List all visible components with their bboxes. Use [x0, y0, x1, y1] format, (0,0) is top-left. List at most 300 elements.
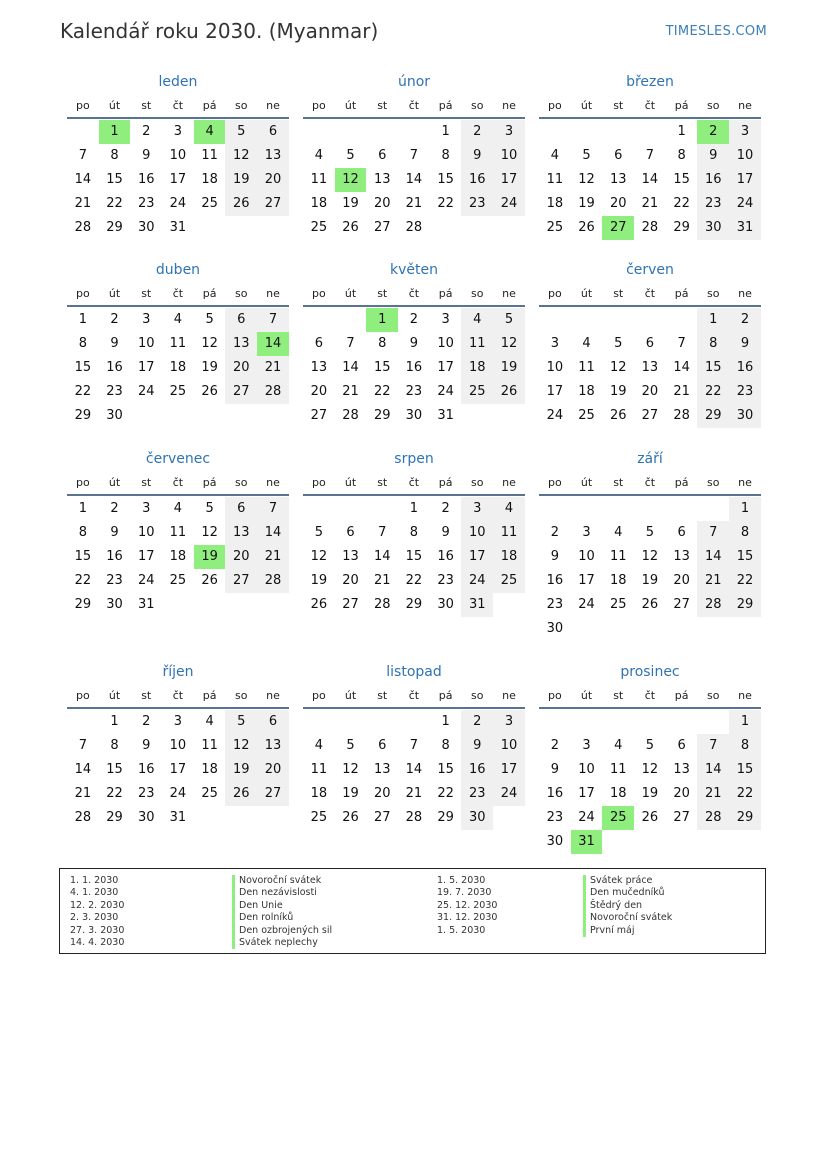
day-cell: 30	[697, 216, 729, 240]
day-cell: 18	[578, 384, 595, 399]
day-cell: 1	[110, 714, 119, 729]
day-cell: 19	[641, 786, 659, 801]
day-cell: 4	[173, 312, 183, 327]
legend-dates-left	[70, 875, 124, 949]
weekday-label: pá	[202, 287, 217, 300]
weekday-header	[539, 94, 761, 119]
day-cell: 8	[441, 738, 450, 753]
day-cell: 7	[346, 336, 355, 351]
day-cell: 26	[201, 384, 218, 399]
day-cell: 5	[493, 308, 525, 332]
weekday-label: čt	[644, 287, 656, 300]
brand-logo-text[interactable]: TIMESLES.COM	[665, 24, 767, 39]
weekday-header	[539, 471, 761, 496]
day-cell: 12	[641, 549, 659, 564]
day-cell: 17	[169, 762, 187, 777]
legend-date: 1. 5. 2030	[437, 924, 486, 936]
day-cell: 22	[437, 786, 454, 801]
weekday-label: pá	[438, 287, 453, 300]
day-cell: 13	[257, 734, 289, 758]
day-cell: 29	[106, 220, 123, 235]
weekday-label: pá	[202, 99, 217, 112]
day-cell: 11	[169, 525, 187, 540]
day-cell: 15	[697, 356, 729, 380]
weekday-label: út	[580, 99, 593, 112]
day-cell: 2	[550, 738, 559, 753]
weekday-label: čt	[172, 99, 184, 112]
legend-date: 2. 3. 2030	[70, 912, 119, 924]
day-grid	[67, 497, 289, 617]
day-cell: 5	[314, 525, 323, 540]
day-cell: 26	[342, 220, 359, 235]
legend-date: 14. 4. 2030	[70, 936, 125, 948]
legend-holiday-name: První máj	[583, 925, 672, 937]
empty-cell	[634, 120, 666, 144]
weekday-label: so	[471, 476, 484, 489]
legend-holiday-name: Den ozbrojených sil	[232, 925, 332, 937]
weekday-label: ne	[738, 287, 752, 300]
day-cell: 21	[74, 196, 92, 211]
day-cell: 13	[609, 172, 627, 187]
day-cell: 25	[310, 220, 328, 235]
day-cell: 19	[609, 384, 627, 399]
day-cell: 2	[110, 501, 119, 516]
day-cell: 13	[373, 762, 391, 777]
day-cell: 8	[378, 336, 387, 351]
day-cell: 10	[137, 525, 155, 540]
month-name: září	[637, 451, 663, 467]
day-cell: 9	[142, 148, 151, 163]
day-cell: 9	[441, 525, 450, 540]
weekday-label: út	[344, 689, 357, 702]
weekday-label: so	[471, 99, 484, 112]
weekday-label: pá	[438, 99, 453, 112]
day-cell: 24	[729, 192, 761, 216]
day-cell: 22	[106, 196, 123, 211]
day-cell: 7	[78, 738, 87, 753]
weekday-header	[67, 471, 289, 496]
day-cell: 14	[641, 172, 659, 187]
day-cell: 25	[546, 220, 564, 235]
month-name: květen	[390, 262, 438, 278]
day-cell: 31	[729, 216, 761, 240]
day-cell: 1	[441, 124, 450, 139]
legend-holiday-name: Novoroční svátek	[232, 875, 332, 887]
day-cell: 31	[169, 220, 187, 235]
day-cell: 1	[729, 710, 761, 734]
empty-cell	[366, 710, 398, 734]
day-cell: 8	[409, 525, 419, 540]
day-cell: 14	[373, 549, 391, 564]
day-cell: 24	[137, 384, 155, 399]
weekday-label: st	[377, 287, 388, 300]
empty-cell	[602, 497, 634, 521]
day-cell: 13	[673, 549, 690, 564]
day-cell: 30	[106, 408, 123, 423]
day-cell: 15	[106, 762, 123, 777]
day-cell: 18	[609, 573, 627, 588]
month-listopad	[303, 660, 525, 830]
day-cell: 19	[493, 356, 525, 380]
day-cell: 15	[729, 545, 761, 569]
weekday-header	[303, 684, 525, 709]
day-cell: 24	[169, 196, 187, 211]
day-cell: 15	[437, 172, 454, 187]
weekday-label: út	[108, 689, 121, 702]
day-cell: 8	[729, 521, 761, 545]
weekday-label: po	[311, 476, 326, 489]
month-name: červenec	[145, 451, 211, 467]
day-cell: 12	[342, 762, 359, 777]
weekday-label: pá	[674, 476, 689, 489]
day-cell: 12	[641, 762, 659, 777]
weekday-label: ne	[738, 99, 752, 112]
holiday-day-cell: 14	[257, 332, 289, 356]
empty-cell	[571, 120, 603, 144]
legend-holiday-name: Den Unie	[232, 900, 332, 912]
day-cell: 11	[461, 332, 493, 356]
day-cell: 25	[609, 597, 627, 612]
day-cell: 20	[310, 384, 328, 399]
day-cell: 23	[461, 192, 493, 216]
day-cell: 18	[169, 360, 187, 375]
day-cell: 20	[225, 356, 257, 380]
day-cell: 19	[578, 196, 595, 211]
day-cell: 21	[74, 786, 92, 801]
day-cell: 19	[342, 786, 359, 801]
day-cell: 4	[173, 501, 183, 516]
weekday-label: čt	[644, 476, 656, 489]
day-cell: 12	[493, 332, 525, 356]
month-leden	[67, 70, 289, 240]
day-cell: 30	[461, 806, 493, 830]
day-cell: 22	[729, 569, 761, 593]
month-name: srpen	[394, 451, 434, 467]
day-cell: 25	[169, 573, 187, 588]
day-cell: 27	[373, 220, 391, 235]
day-cell: 24	[578, 597, 595, 612]
day-cell: 20	[257, 168, 289, 192]
weekday-label: út	[344, 99, 357, 112]
day-cell: 21	[697, 569, 729, 593]
weekday-label: ne	[266, 476, 280, 489]
day-cell: 1	[78, 312, 87, 327]
weekday-label: pá	[674, 99, 689, 112]
day-cell: 22	[405, 573, 423, 588]
weekday-label: út	[580, 287, 593, 300]
day-cell: 23	[546, 810, 564, 825]
weekday-label: po	[75, 689, 90, 702]
day-cell: 15	[373, 360, 391, 375]
day-cell: 19	[225, 168, 257, 192]
weekday-label: so	[707, 287, 720, 300]
day-cell: 10	[169, 148, 187, 163]
day-cell: 26	[641, 810, 659, 825]
day-cell: 17	[137, 360, 155, 375]
day-cell: 27	[225, 569, 257, 593]
day-cell: 24	[169, 786, 187, 801]
weekday-label: čt	[408, 287, 420, 300]
weekday-label: ne	[502, 689, 516, 702]
weekday-label: so	[235, 287, 248, 300]
day-cell: 29	[405, 597, 423, 612]
weekday-label: ne	[266, 99, 280, 112]
day-cell: 20	[673, 786, 690, 801]
month-prosinec	[539, 660, 761, 854]
day-cell: 27	[673, 810, 690, 825]
day-cell: 9	[142, 738, 151, 753]
legend-date: 25. 12. 2030	[437, 899, 498, 911]
day-cell: 11	[169, 336, 187, 351]
day-cell: 22	[106, 786, 123, 801]
day-cell: 7	[409, 738, 419, 753]
day-cell: 25	[493, 569, 525, 593]
day-cell: 22	[437, 196, 454, 211]
day-cell: 23	[137, 196, 155, 211]
weekday-label: po	[547, 476, 562, 489]
weekday-label: pá	[438, 476, 453, 489]
day-cell: 8	[110, 148, 119, 163]
day-cell: 21	[673, 384, 690, 399]
day-cell: 13	[342, 549, 359, 564]
day-cell: 6	[346, 525, 355, 540]
month-červen	[539, 258, 761, 428]
day-cell: 14	[405, 172, 423, 187]
day-cell: 6	[257, 710, 289, 734]
legend-holiday-name: Svátek práce	[583, 875, 672, 887]
day-cell: 11	[609, 549, 627, 564]
month-září	[539, 447, 761, 641]
day-cell: 1	[409, 501, 419, 516]
day-cell: 19	[225, 758, 257, 782]
holiday-day-cell: 12	[335, 168, 367, 192]
weekday-label: po	[547, 99, 562, 112]
weekday-label: st	[613, 476, 624, 489]
day-cell: 3	[550, 336, 559, 351]
day-cell: 1	[677, 124, 686, 139]
day-cell: 18	[310, 196, 328, 211]
day-cell: 6	[677, 525, 686, 540]
day-cell: 31	[437, 408, 454, 423]
empty-cell	[539, 120, 571, 144]
day-cell: 4	[205, 714, 214, 729]
day-cell: 6	[378, 148, 387, 163]
empty-cell	[666, 497, 698, 521]
weekday-label: pá	[202, 476, 217, 489]
day-cell: 10	[578, 762, 595, 777]
month-name: prosinec	[620, 664, 680, 680]
day-cell: 13	[673, 762, 690, 777]
day-cell: 30	[106, 597, 123, 612]
day-cell: 3	[729, 120, 761, 144]
empty-cell	[602, 710, 634, 734]
day-cell: 5	[645, 738, 655, 753]
day-cell: 13	[641, 360, 659, 375]
weekday-label: čt	[644, 689, 656, 702]
day-cell: 23	[137, 786, 155, 801]
day-cell: 29	[74, 408, 92, 423]
day-cell: 2	[461, 710, 493, 734]
day-cell: 3	[173, 714, 183, 729]
day-cell: 2	[461, 120, 493, 144]
day-cell: 8	[729, 734, 761, 758]
day-cell: 6	[645, 336, 655, 351]
day-cell: 5	[582, 148, 591, 163]
weekday-label: po	[75, 476, 90, 489]
weekday-label: so	[707, 476, 720, 489]
day-cell: 17	[493, 168, 525, 192]
day-cell: 24	[437, 384, 454, 399]
day-cell: 15	[729, 758, 761, 782]
empty-cell	[666, 308, 698, 332]
day-cell: 10	[169, 738, 187, 753]
day-cell: 26	[641, 597, 659, 612]
day-cell: 5	[645, 525, 655, 540]
weekday-label: st	[613, 99, 624, 112]
day-cell: 18	[546, 196, 564, 211]
day-cell: 28	[257, 569, 289, 593]
holiday-day-cell: 19	[194, 545, 226, 569]
day-cell: 5	[346, 148, 355, 163]
day-cell: 15	[437, 762, 454, 777]
day-cell: 4	[614, 738, 623, 753]
day-cell: 11	[578, 360, 595, 375]
day-cell: 5	[225, 120, 257, 144]
day-cell: 23	[106, 384, 123, 399]
day-cell: 14	[405, 762, 423, 777]
day-cell: 28	[697, 806, 729, 830]
day-cell: 16	[437, 549, 454, 564]
weekday-label: so	[235, 689, 248, 702]
day-cell: 17	[137, 549, 155, 564]
legend-date: 1. 1. 2030	[70, 875, 119, 886]
legend-holiday-name: Svátek neplechy	[232, 937, 332, 949]
day-cell: 20	[225, 545, 257, 569]
month-únor	[303, 70, 525, 240]
day-cell: 7	[409, 148, 419, 163]
day-cell: 1	[78, 501, 87, 516]
day-cell: 14	[342, 360, 359, 375]
empty-cell	[634, 710, 666, 734]
weekday-label: ne	[502, 287, 516, 300]
empty-cell	[697, 710, 729, 734]
day-cell: 17	[546, 384, 564, 399]
day-cell: 4	[550, 148, 559, 163]
day-grid	[67, 710, 289, 830]
empty-cell	[335, 497, 367, 521]
day-cell: 2	[110, 312, 119, 327]
day-cell: 31	[169, 810, 187, 825]
day-cell: 7	[78, 148, 87, 163]
day-cell: 6	[677, 738, 686, 753]
day-cell: 9	[550, 549, 559, 564]
weekday-label: út	[580, 689, 593, 702]
day-cell: 17	[437, 360, 454, 375]
day-cell: 14	[74, 172, 92, 187]
weekday-label: st	[141, 287, 152, 300]
legend-names-right	[583, 875, 672, 937]
day-cell: 18	[169, 549, 187, 564]
day-cell: 16	[697, 168, 729, 192]
day-cell: 28	[405, 220, 423, 235]
day-cell: 10	[578, 549, 595, 564]
month-name: duben	[155, 262, 201, 278]
day-cell: 4	[461, 308, 493, 332]
day-cell: 29	[697, 404, 729, 428]
day-cell: 12	[310, 549, 328, 564]
day-cell: 28	[74, 220, 92, 235]
empty-cell	[303, 497, 335, 521]
day-cell: 18	[461, 356, 493, 380]
day-cell: 31	[137, 597, 155, 612]
legend-date: 12. 2. 2030	[70, 899, 125, 911]
weekday-label: pá	[674, 689, 689, 702]
weekday-header	[303, 94, 525, 119]
empty-cell	[366, 120, 398, 144]
legend-holiday-name: Den rolníků	[232, 912, 332, 924]
weekday-label: po	[311, 99, 326, 112]
holiday-day-cell: 1	[99, 120, 131, 144]
day-cell: 30	[546, 621, 564, 636]
day-cell: 25	[201, 786, 218, 801]
day-cell: 3	[493, 120, 525, 144]
day-cell: 16	[546, 786, 564, 801]
day-cell: 2	[729, 308, 761, 332]
month-name: říjen	[162, 664, 194, 680]
day-cell: 21	[257, 545, 289, 569]
weekday-label: st	[141, 476, 152, 489]
day-cell: 6	[378, 738, 387, 753]
empty-cell	[67, 710, 99, 734]
weekday-label: so	[235, 99, 248, 112]
day-cell: 4	[614, 525, 623, 540]
weekday-label: čt	[408, 99, 420, 112]
empty-cell	[366, 497, 398, 521]
day-cell: 6	[225, 308, 257, 332]
day-cell: 24	[578, 810, 595, 825]
weekday-label: čt	[172, 476, 184, 489]
day-cell: 13	[310, 360, 328, 375]
day-cell: 28	[673, 408, 690, 423]
empty-cell	[335, 120, 367, 144]
day-grid	[67, 308, 289, 428]
day-cell: 28	[641, 220, 659, 235]
day-cell: 5	[346, 738, 355, 753]
day-cell: 10	[493, 734, 525, 758]
day-cell: 28	[373, 597, 391, 612]
day-cell: 12	[609, 360, 627, 375]
day-cell: 8	[697, 332, 729, 356]
weekday-label: st	[141, 99, 152, 112]
day-cell: 21	[697, 782, 729, 806]
legend-holiday-name: Štědrý den	[583, 900, 672, 912]
day-cell: 2	[142, 714, 151, 729]
weekday-label: út	[580, 476, 593, 489]
day-cell: 3	[461, 497, 493, 521]
day-cell: 27	[310, 408, 328, 423]
day-cell: 11	[201, 148, 218, 163]
day-cell: 9	[461, 144, 493, 168]
page-title: Kalendář roku 2030. (Myanmar)	[60, 19, 379, 43]
day-cell: 18	[609, 786, 627, 801]
day-cell: 25	[169, 384, 187, 399]
day-cell: 22	[729, 782, 761, 806]
day-cell: 6	[225, 497, 257, 521]
month-duben	[67, 258, 289, 428]
weekday-label: so	[471, 287, 484, 300]
day-cell: 30	[137, 810, 155, 825]
empty-cell	[571, 308, 603, 332]
